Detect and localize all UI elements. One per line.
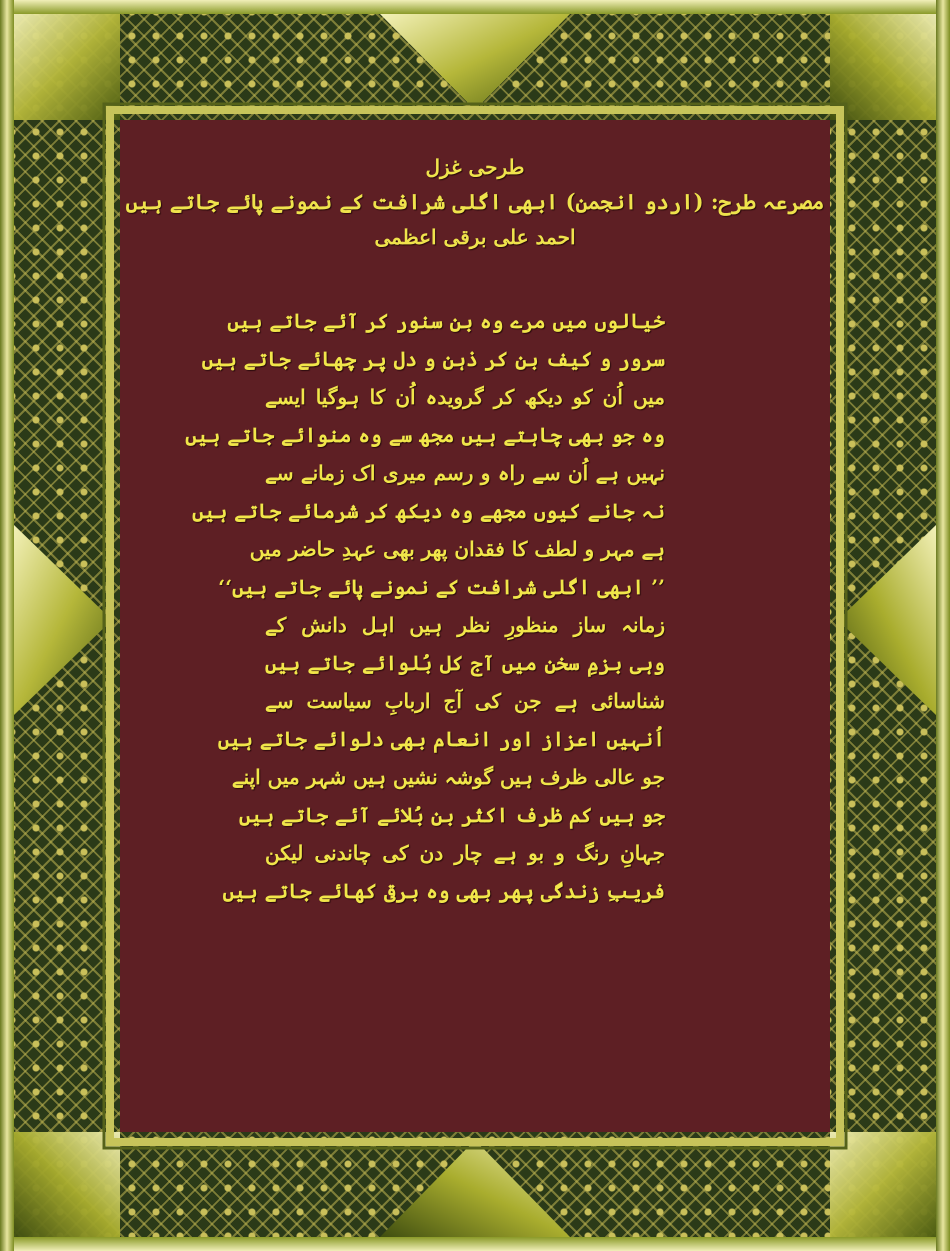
verse-line: نہیں ہے اُن سے راہ و رسم میری اک زمانے سے [265,461,665,485]
verse-line: وہی بزمِ سخن میں آج کل بُلوائے جاتے ہیں [265,651,665,675]
poem-header [120,150,830,254]
verse-line: ہے مہر و لطف کا فقدان پھر بھی عہدِ حاضر میں [249,537,665,561]
misra-tarah: مصرعہ طرح: (اردو انجمن) ابھی اگلی شرافت کے نمونے پائے جاتے ہیں [125,189,825,214]
triangle-top [380,14,570,110]
verse-line: سرور و کیف بن کر ذہن و دل پر چھائے جاتے ہیں [201,347,665,371]
verse-line: فریبِ زندگی پھر بھی وہ برقی کھائے جاتے ہیں [222,879,665,903]
triangle-right [838,525,936,715]
verse-line: اُنہیں اعزاز اور انعام بھی دلوائے جاتے ہیں [217,727,665,751]
poem-title: طرحی غزل [425,155,525,179]
verse-line: نہ جانے کیوں مجھے وہ دیکھ کر شرمائے جاتے ہیں [192,499,665,523]
verse-line: جو ہیں کم ظرف اکثر بن بُلائے آئے جاتے ہیں [239,803,665,827]
poem-panel [120,120,830,1132]
triangle-bottom [380,1140,570,1237]
verse-line: جو عالی ظرف ہیں گوشہ نشیں ہیں شہر میں اپنے [231,765,665,789]
verse-list [185,302,665,910]
verse-line: خیالوں میں مرے وہ بن سنور کر آئے جاتے ہیں [227,309,665,333]
poet-name: احمد علی برقی اعظمی [374,225,576,249]
verse-line: جہانِ رنگ و بو ہے چار دن کی چاندنی لیکن [265,841,665,865]
verse-line: شناسائی ہے جن کی آج اربابِ سیاست سے [265,689,665,713]
verse-line: میں اُن کو دیکھ کر گرویدہ اُن کا ہوگیا ایسے [265,385,665,409]
verse-line: وہ جو بھی چاہتے ہیں مجھ سے وہ منوائے جاتے ہیں [185,423,665,447]
verse-line: زمانہ ساز منظورِ نظر ہیں اہل دانش کے [265,613,665,637]
verse-line: ’’ ابھی اگلی شرافت کے نمونے پائے جاتے ہیں‘‘ [218,575,665,599]
triangle-left [14,525,112,715]
